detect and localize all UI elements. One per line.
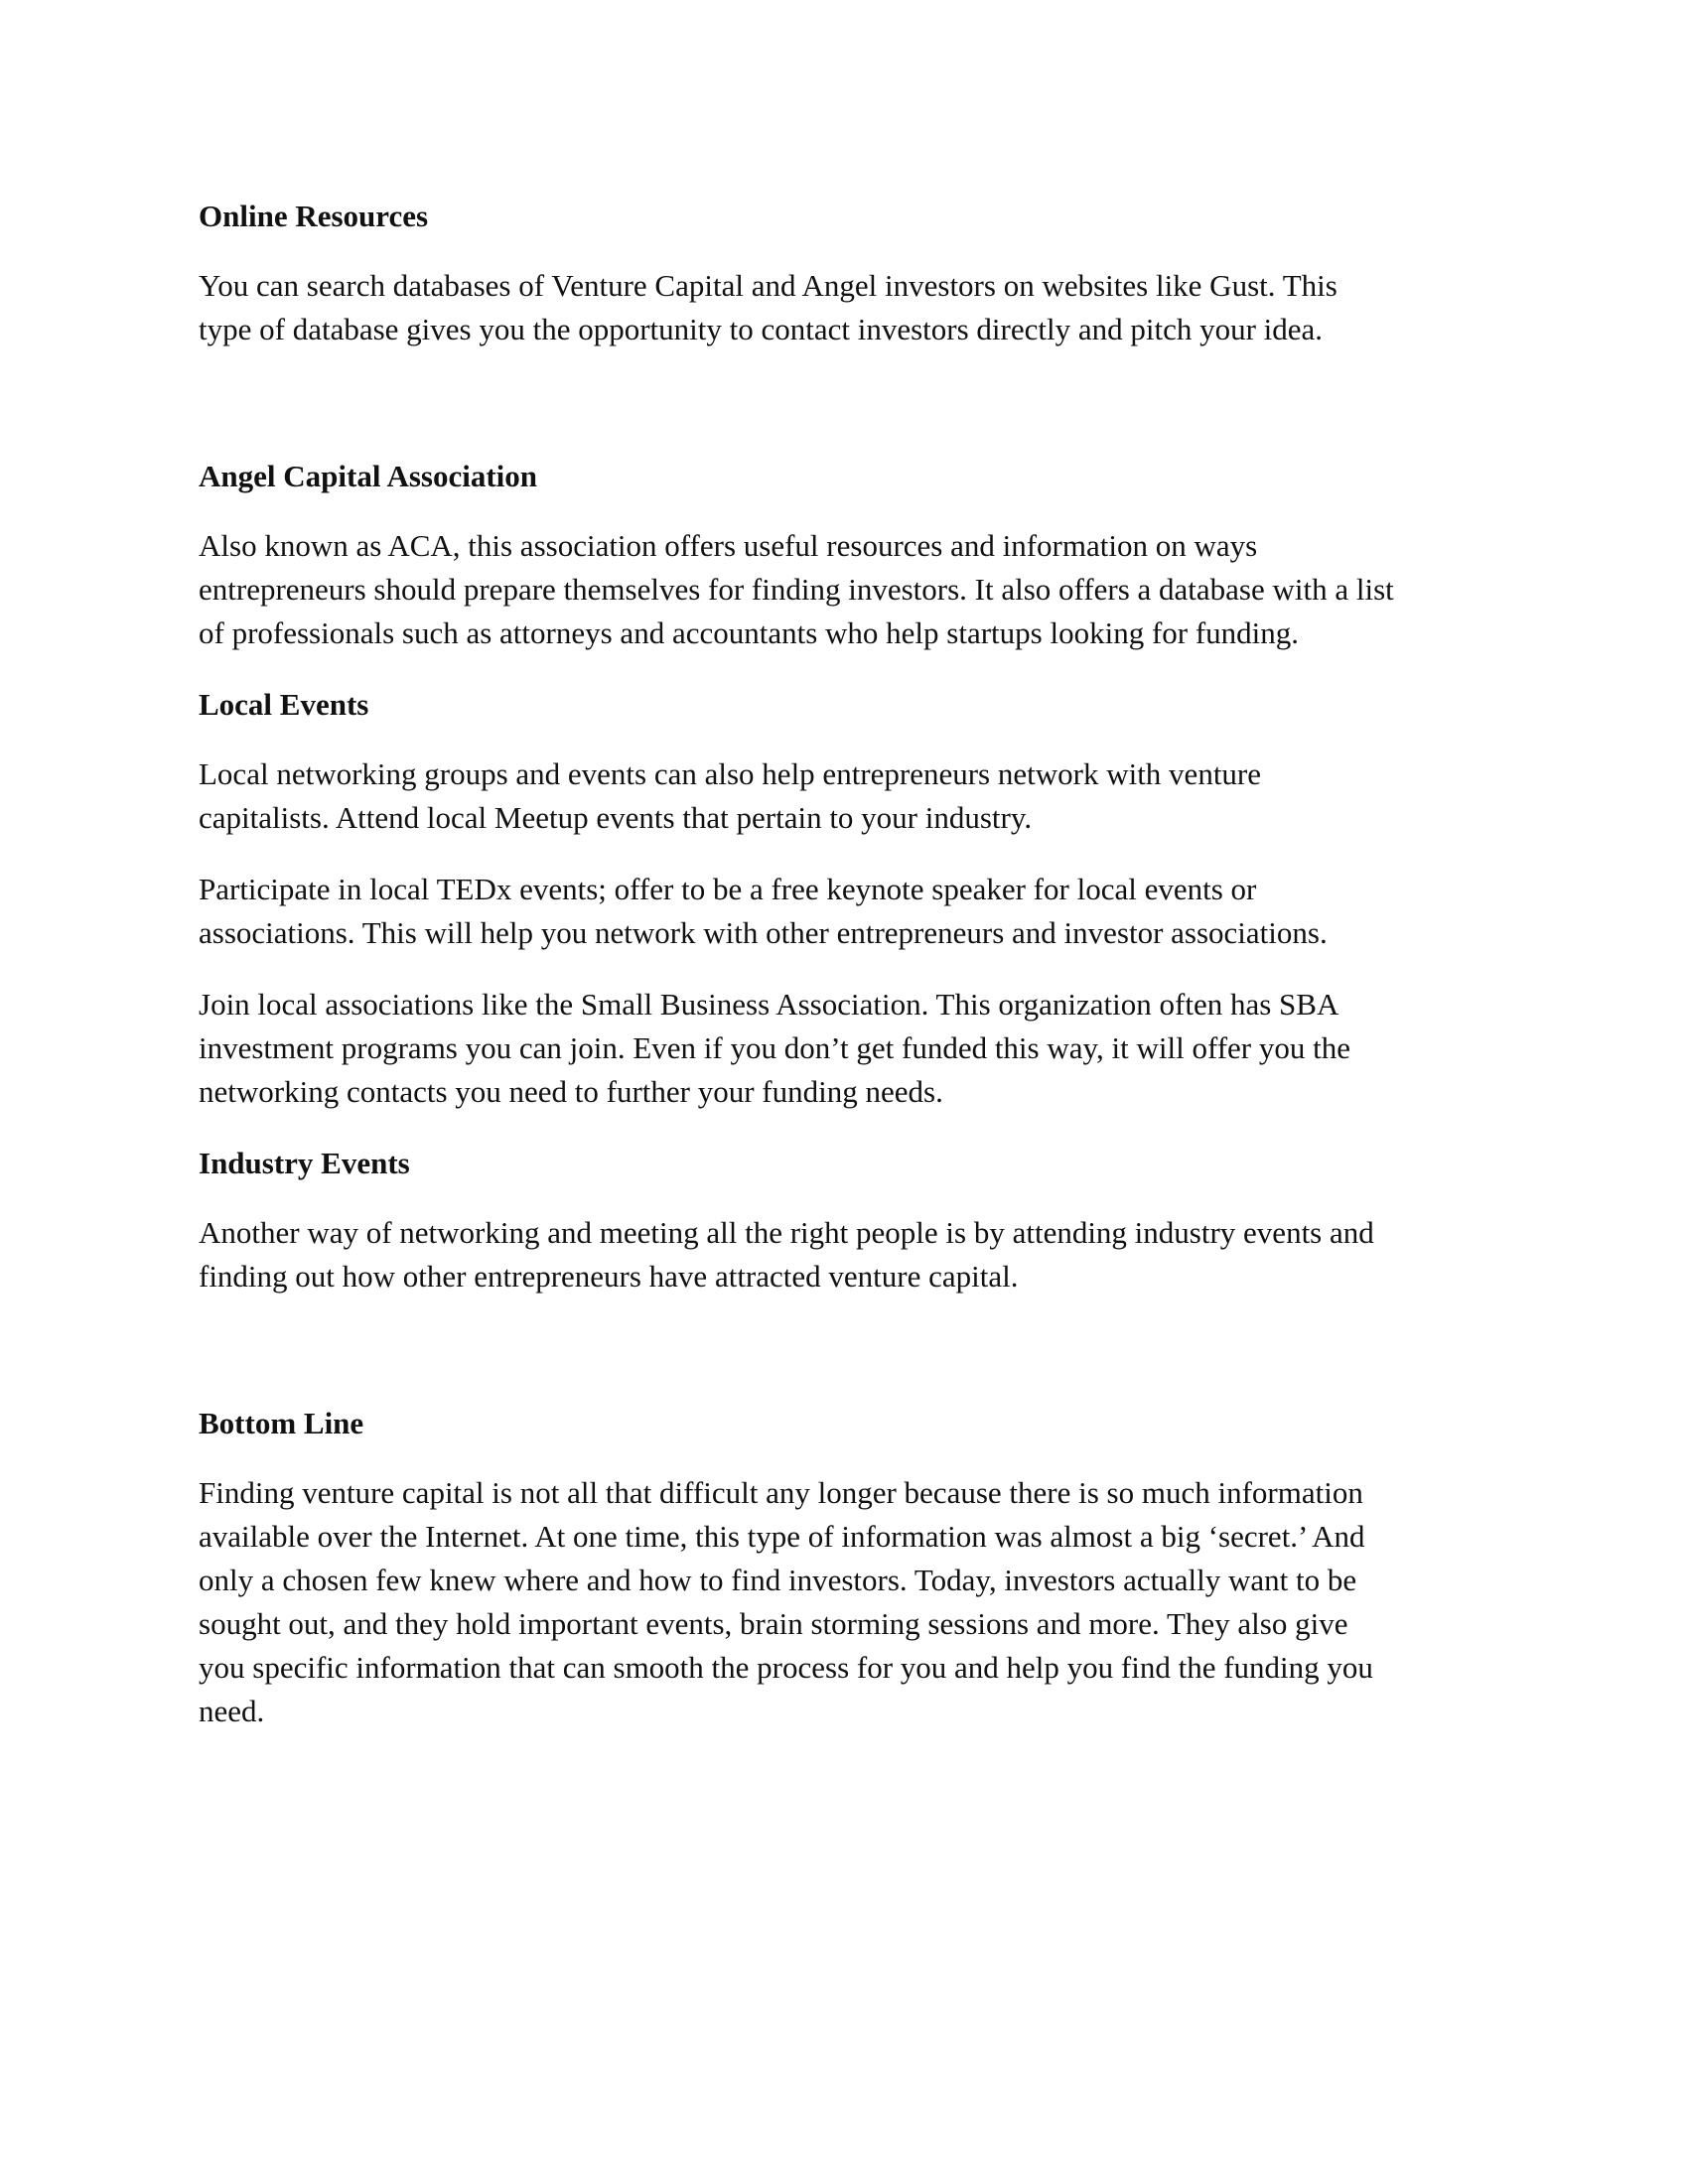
section-heading: Local Events [199,687,369,722]
paragraph [199,752,1489,840]
text-line: Local networking groups and events can also help entrepreneurs network with venture [199,756,1262,791]
text-line: type of database gives you the opportunity to contact investors directly and pitch your idea. [199,312,1324,346]
section-heading: Angel Capital Association [199,459,538,493]
text-line: finding out how other entrepreneurs have attracted venture capital. [199,1259,1019,1294]
text-line: Also known as ACA, this association offers useful resources and information on ways [199,528,1258,563]
paragraph [199,264,1489,351]
text-line: You can search databases of Venture Capital and Angel investors on websites like Gust. This [199,268,1337,303]
text-line: Join local associations like the Small Business Association. This organization often has SBA [199,987,1339,1022]
section-bottom-line [199,1402,1489,1733]
section-local-events [199,683,1489,1114]
text-line: sought out, and they hold important events, brain storming sessions and more. They also give [199,1606,1348,1641]
text-line: Finding venture capital is not all that difficult any longer because there is so much information [199,1475,1363,1510]
paragraph [199,983,1489,1114]
text-line: Another way of networking and meeting all the right people is by attending industry events and [199,1215,1374,1250]
text-line: only a chosen few knew where and how to find investors. Today, investors actually want to be [199,1563,1357,1597]
document-body [199,195,1489,1733]
text-line: need. [199,1694,265,1728]
paragraph [199,868,1489,955]
text-line: entrepreneurs should prepare themselves for finding investors. It also offers a database with a list [199,572,1394,607]
text-line: Participate in local TEDx events; offer to be a free keynote speaker for local events or [199,872,1257,906]
text-line: you specific information that can smooth the process for you and help you find the funding you [199,1650,1373,1685]
text-line: networking contacts you need to further your funding needs. [199,1074,943,1109]
text-line: available over the Internet. At one time, this type of information was almost a big ‘secret.’ And [199,1519,1365,1554]
section-heading: Bottom Line [199,1406,364,1440]
section-heading: Industry Events [199,1146,410,1180]
text-line: of professionals such as attorneys and accountants who help startups looking for funding. [199,615,1300,650]
section-industry-events [199,1142,1489,1298]
text-line: capitalists. Attend local Meetup events that pertain to your industry. [199,800,1033,835]
paragraph [199,524,1489,655]
text-line: associations. This will help you network with other entrepreneurs and investor associations. [199,915,1328,950]
paragraph [199,1211,1489,1298]
section-angel-capital-association [199,455,1489,655]
paragraph [199,1471,1489,1733]
section-online-resources [199,195,1489,351]
text-line: investment programs you can join. Even if you don’t get funded this way, it will offer you the [199,1030,1350,1065]
section-heading: Online Resources [199,199,429,233]
